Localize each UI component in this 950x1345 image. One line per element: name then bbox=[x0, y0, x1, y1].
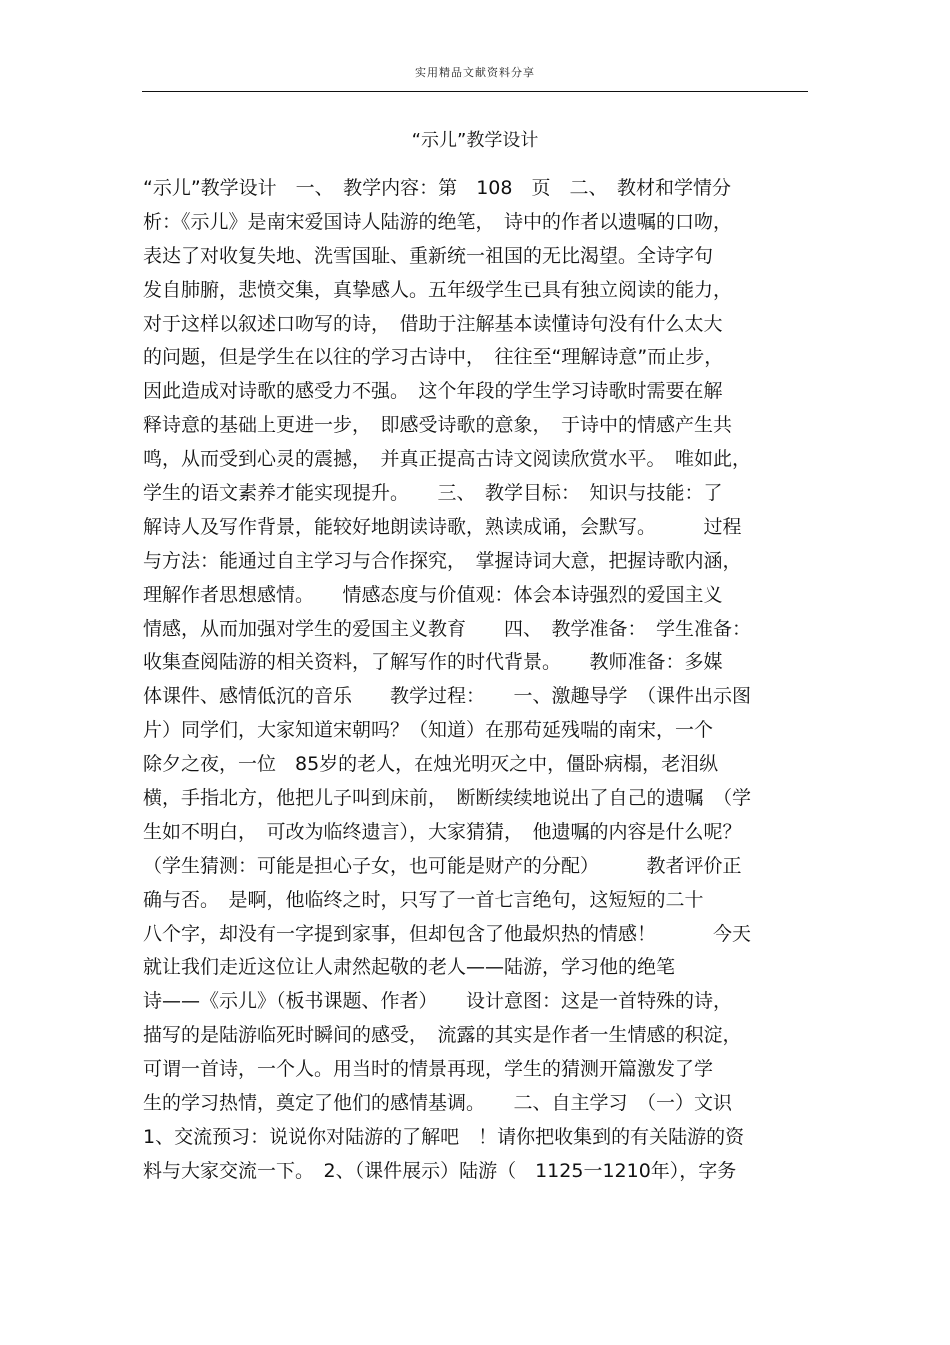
body-line: 横，手指北方，他把儿子叫到床前， 断断续续地说出了自己的遗嘱 （学 bbox=[143, 787, 752, 810]
body-line: 描写的是陆游临死时瞬间的感受， 流露的其实是作者一生情感的积淀， bbox=[143, 1024, 742, 1047]
document-title: “示儿”教学设计 bbox=[411, 130, 539, 151]
body-line: 发自肺腑，悲愤交集，真挚感人。五年级学生已具有独立阅读的能力， bbox=[143, 278, 733, 301]
body-line: 与方法：能通过自主学习与合作探究， 掌握诗词大意，把握诗歌内涵， bbox=[143, 549, 742, 572]
body-line: 释诗意的基础上更进一步， 即感受诗歌的意象， 于诗中的情感产生共 bbox=[143, 414, 733, 437]
body-line: 收集查阅陆游的相关资料，了解写作的时代背景。 教师准备：多媒 bbox=[143, 651, 723, 674]
body-line: 料与大家交流一下。 2、（课件展示）陆游（ 1125一1210年），字务 bbox=[143, 1159, 737, 1182]
body-line: 表达了对收复失地、洗雪国耻、重新统一祖国的无比渴望。全诗字句 bbox=[143, 244, 714, 267]
body-line: 对于这样以叙述口吻写的诗， 借助于注解基本读懂诗句没有什么太大 bbox=[143, 312, 723, 335]
header-divider bbox=[142, 91, 808, 92]
body-line: 1、交流预习：说说你对陆游的了解吧 ！请你把收集到的有关陆游的资 bbox=[143, 1125, 745, 1148]
body-line: 的问题，但是学生在以往的学习古诗中， 往往至“理解诗意”而止步， bbox=[143, 346, 724, 369]
page-header: 实用精品文献资料分享 bbox=[415, 66, 535, 79]
document-body bbox=[143, 172, 813, 1189]
body-line: 理解作者思想感情。 情感态度与价值观：体会本诗强烈的爱国主义 bbox=[143, 583, 723, 606]
body-line: 因此造成对诗歌的感受力不强。 这个年段的学生学习诗歌时需要在解 bbox=[143, 380, 723, 403]
body-line: 生的学习热情，奠定了他们的感情基调。 二、自主学习 （一）文识 bbox=[143, 1092, 733, 1115]
body-line: 解诗人及写作背景，能较好地朗读诗歌，熟读成诵，会默写。 过程 bbox=[143, 515, 742, 538]
body-line: 鸣，从而受到心灵的震撼， 并真正提高古诗文阅读欣赏水平。 唯如此， bbox=[143, 448, 752, 471]
body-line: 就让我们走近这位让人肃然起敬的老人——陆游，学习他的绝笔 bbox=[143, 956, 676, 979]
body-line: （学生猜测：可能是担心子女，也可能是财产的分配） 教者评价正 bbox=[143, 854, 742, 877]
body-line: 学生的语文素养才能实现提升。 三、 教学目标： 知识与技能：了 bbox=[143, 482, 723, 505]
body-line: 可谓一首诗，一个人。用当时的情景再现，学生的猜测开篇激发了学 bbox=[143, 1058, 714, 1081]
body-line: “示儿”教学设计 一、 教学内容：第 108 页 二、 教材和学情分 bbox=[143, 177, 731, 199]
body-line: 析：《示儿》是南宋爱国诗人陆游的绝笔， 诗中的作者以遗嘱的口吻， bbox=[143, 210, 733, 233]
body-line: 情感，从而加强对学生的爱国主义教育 四、 教学准备： 学生准备： bbox=[143, 617, 752, 640]
body-line: 确与否。 是啊，他临终之时，只写了一首七言绝句，这短短的二十 bbox=[143, 888, 704, 911]
body-line: 诗——《示儿》（板书课题、作者） 设计意图：这是一首特殊的诗， bbox=[143, 990, 733, 1013]
body-line: 八个字，却没有一字提到家事，但却包含了他最炽热的情感！ 今天 bbox=[143, 922, 752, 945]
body-line: 片）同学们，大家知道宋朝吗？（知道）在那苟延残喘的南宋，一个 bbox=[143, 719, 714, 742]
body-line: 除夕之夜，一位 85岁的老人，在烛光明灭之中，僵卧病榻，老泪纵 bbox=[143, 753, 719, 776]
body-line: 体课件、感情低沉的音乐 教学过程： 一、激趣导学 （课件出示图 bbox=[143, 685, 752, 708]
body-line: 生如不明白， 可改为临终遗言），大家猜猜， 他遗嘱的内容是什么呢？ bbox=[143, 820, 742, 843]
